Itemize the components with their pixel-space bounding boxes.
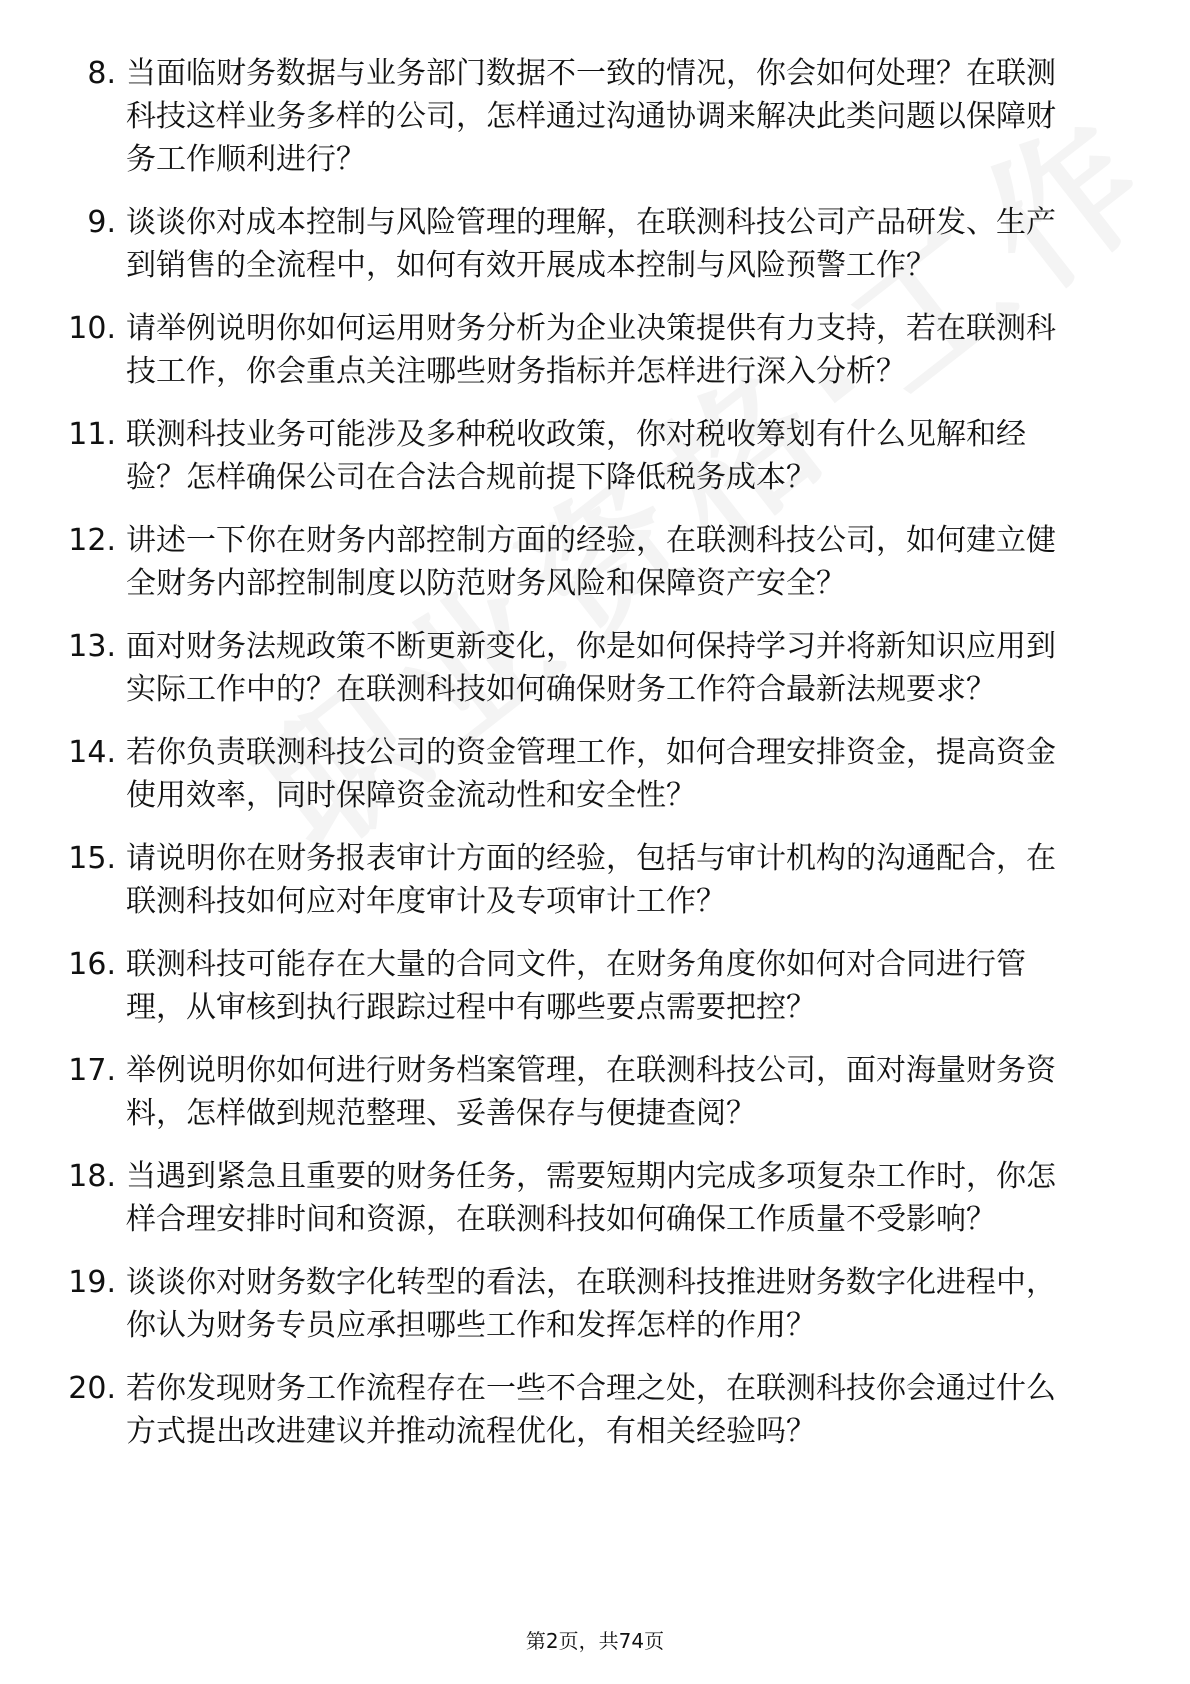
list-item — [60, 625, 1120, 711]
question-number: 13. — [68, 629, 116, 664]
question-text: 请说明你在财务报表审计方面的经验，包括与审计机构的沟通配合，在联测科技如何应对年度审计及专项审计工作？ — [126, 841, 1056, 919]
list-item — [60, 837, 1120, 923]
list-item — [60, 943, 1120, 1029]
question-text: 讲述一下你在财务内部控制方面的经验，在联测科技公司，如何建立健全财务内部控制制度以防范财务风险和保障资产安全？ — [126, 523, 1056, 601]
list-item — [60, 52, 1120, 181]
question-text: 若你负责联测科技公司的资金管理工作，如何合理安排资金，提高资金使用效率，同时保障资金流动性和安全性？ — [126, 735, 1056, 813]
question-number: 19. — [68, 1265, 116, 1300]
question-text: 若你发现财务工作流程存在一些不合理之处，在联测科技你会通过什么方式提出改进建议并推动流程优化，有相关经验吗？ — [126, 1371, 1056, 1449]
question-number: 14. — [68, 735, 116, 770]
question-text: 谈谈你对财务数字化转型的看法，在联测科技推进财务数字化进程中，你认为财务专员应承担哪些工作和发挥怎样的作用？ — [126, 1265, 1056, 1343]
list-item — [60, 307, 1120, 393]
list-item — [60, 1261, 1120, 1347]
question-number: 18. — [68, 1159, 116, 1194]
list-item — [60, 1049, 1120, 1135]
question-number: 9. — [87, 205, 116, 240]
question-number: 17. — [68, 1053, 116, 1088]
list-item — [60, 731, 1120, 817]
question-text: 举例说明你如何进行财务档案管理，在联测科技公司，面对海量财务资料，怎样做到规范整理、妥善保存与便捷查阅？ — [126, 1053, 1056, 1131]
question-text: 当遇到紧急且重要的财务任务，需要短期内完成多项复杂工作时，你怎样合理安排时间和资源，在联测科技如何确保工作质量不受影响？ — [126, 1159, 1056, 1237]
list-item — [60, 201, 1120, 287]
question-number: 8. — [87, 56, 116, 91]
question-text: 面对财务法规政策不断更新变化，你是如何保持学习并将新知识应用到实际工作中的？在联测科技如何确保财务工作符合最新法规要求？ — [126, 629, 1056, 707]
question-number: 10. — [68, 311, 116, 346]
question-number: 11. — [68, 417, 116, 452]
question-list — [60, 52, 1120, 1473]
list-item — [60, 519, 1120, 605]
question-text: 当面临财务数据与业务部门数据不一致的情况，你会如何处理？在联测科技这样业务多样的公司，怎样通过沟通协调来解决此类问题以保障财务工作顺利进行？ — [126, 56, 1056, 177]
question-text: 联测科技可能存在大量的合同文件，在财务角度你如何对合同进行管理，从审核到执行跟踪过程中有哪些要点需要把控？ — [126, 947, 1026, 1025]
page-number: 第2页，共74页 — [525, 1629, 665, 1653]
question-text: 请举例说明你如何运用财务分析为企业决策提供有力支持，若在联测科技工作，你会重点关注哪些财务指标并怎样进行深入分析？ — [126, 311, 1056, 389]
question-number: 15. — [68, 841, 116, 876]
question-number: 12. — [68, 523, 116, 558]
list-item — [60, 1155, 1120, 1241]
question-text: 联测科技业务可能涉及多种税收政策，你对税收筹划有什么见解和经验？怎样确保公司在合法合规前提下降低税务成本？ — [126, 417, 1026, 495]
question-number: 16. — [68, 947, 116, 982]
question-number: 20. — [68, 1371, 116, 1406]
question-text: 谈谈你对成本控制与风险管理的理解，在联测科技公司产品研发、生产到销售的全流程中，如何有效开展成本控制与风险预警工作？ — [126, 205, 1056, 283]
list-item — [60, 413, 1120, 499]
list-item — [60, 1367, 1120, 1453]
